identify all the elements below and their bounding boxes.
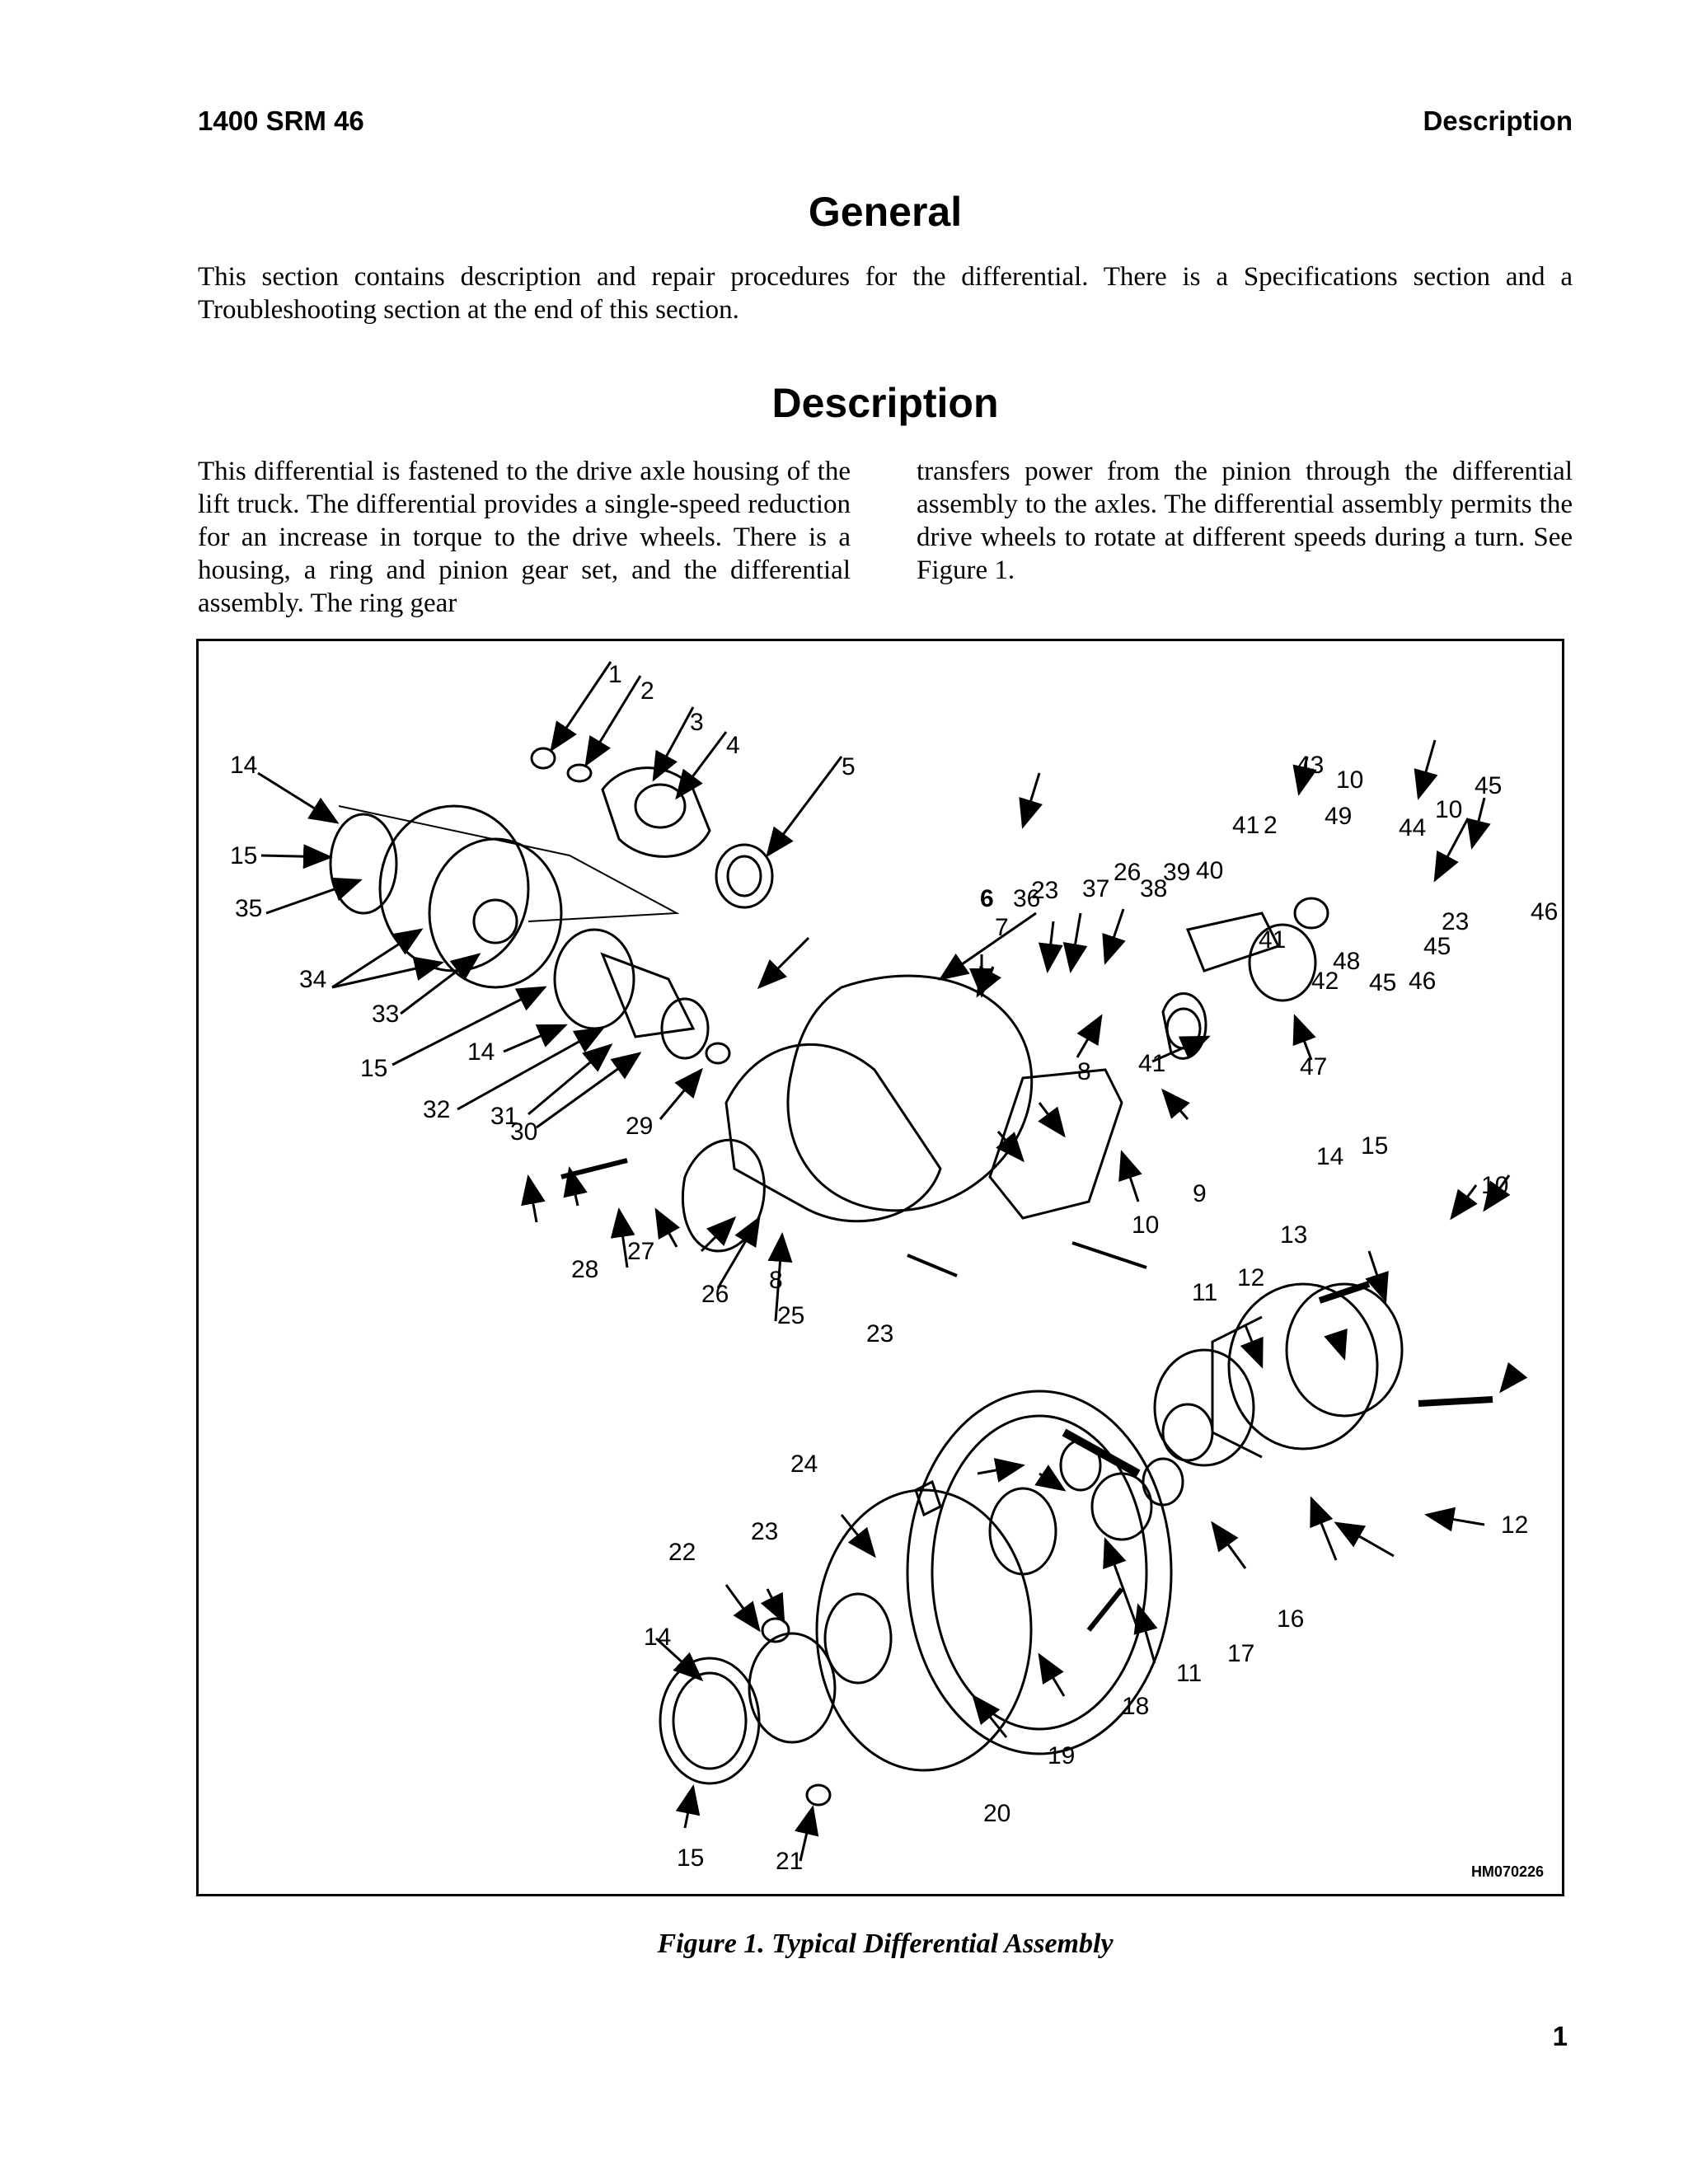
- callout-14-top: 14: [230, 752, 258, 779]
- callout-48: 48: [1333, 948, 1361, 975]
- callout-19: 19: [1048, 1742, 1076, 1769]
- callout-15-right: 15: [1361, 1132, 1389, 1160]
- general-text: This section contains description and repair procedures for the differential. There is a Specifications section and a Troubleshooting section at the end of this section.: [198, 262, 1573, 325]
- figure-caption: Figure 1. Typical Differential Assembly: [657, 1929, 1114, 1959]
- callout-27: 27: [627, 1238, 655, 1265]
- callout-46-right: 46: [1531, 898, 1559, 926]
- callout-14-right: 14: [1316, 1143, 1344, 1170]
- callout-15-left: 15: [360, 1055, 388, 1082]
- callout-45-mid: 45: [1423, 933, 1451, 960]
- callout-16: 16: [1277, 1605, 1305, 1633]
- callout-13: 13: [1280, 1221, 1308, 1249]
- callout-29: 29: [626, 1113, 654, 1140]
- description-title: Description: [771, 380, 999, 426]
- callout-34: 34: [299, 966, 327, 993]
- callout-8-right: 8: [1077, 1058, 1091, 1085]
- callout-38: 38: [1140, 875, 1168, 902]
- exploded-view-drawing: [199, 641, 1564, 1896]
- callout-5: 5: [842, 753, 856, 780]
- callout-36: 36: [1013, 885, 1041, 912]
- callout-9: 9: [1193, 1180, 1207, 1207]
- callout-12-right: 12: [1501, 1511, 1529, 1539]
- callout-14-lower: 14: [644, 1624, 672, 1651]
- callout-45-lower: 45: [1369, 969, 1397, 996]
- callout-17: 17: [1227, 1640, 1255, 1667]
- figure-code: HM070226: [1470, 1863, 1544, 1880]
- callout-18: 18: [1122, 1693, 1150, 1720]
- general-title: General: [808, 189, 963, 235]
- callout-20: 20: [983, 1800, 1011, 1827]
- callout-26-lower: 26: [701, 1281, 729, 1308]
- callout-6: 6: [980, 885, 994, 912]
- callout-41-lower: 41: [1138, 1050, 1166, 1077]
- callout-25: 25: [777, 1302, 805, 1329]
- callout-28: 28: [571, 1256, 599, 1283]
- callout-41-upper: 41: [1232, 812, 1260, 839]
- header-right: Description: [1423, 105, 1573, 136]
- callout-3: 3: [690, 709, 704, 736]
- callout-8-lower: 8: [769, 1267, 783, 1294]
- callout-12-upper: 12: [1237, 1264, 1265, 1291]
- callout-44: 44: [1399, 814, 1427, 841]
- callout-31: 31: [490, 1103, 518, 1130]
- callout-10-lower: 10: [1132, 1212, 1160, 1239]
- callout-11-lower: 11: [1176, 1660, 1203, 1687]
- callout-4: 4: [726, 732, 740, 759]
- callout-23-lower: 23: [751, 1518, 779, 1545]
- callout-15-top: 15: [230, 842, 258, 869]
- callout-41-mid: 41: [1259, 926, 1287, 954]
- page-number: 1: [1552, 2021, 1568, 2051]
- callout-33: 33: [372, 1001, 400, 1028]
- callout-30: 30: [510, 1118, 538, 1146]
- callout-37: 37: [1082, 875, 1110, 902]
- figure-differential-assembly: [196, 639, 1564, 1896]
- callout-14-left: 14: [467, 1038, 495, 1066]
- callout-26-upper: 26: [1114, 859, 1142, 886]
- callout-24: 24: [790, 1451, 818, 1478]
- callout-42: 42: [1311, 968, 1339, 995]
- callout-10-top: 10: [1336, 766, 1364, 794]
- callout-10-right: 10: [1435, 796, 1463, 823]
- description-column-2: transfers power from the pinion through the differential assembly to the axles. The differential assembly permits the drive wheels to rotate at different speeds during a turn. See Figure 1.: [917, 457, 1573, 585]
- callout-2-right: 2: [1264, 812, 1278, 839]
- callout-32: 32: [423, 1096, 451, 1123]
- callout-49: 49: [1325, 803, 1353, 830]
- callout-23-mid: 23: [866, 1320, 894, 1347]
- header-left: 1400 SRM 46: [198, 105, 364, 136]
- callout-22: 22: [668, 1539, 696, 1566]
- callout-39: 39: [1163, 859, 1191, 886]
- callout-10-far: 10: [1481, 1172, 1509, 1199]
- callout-11-upper: 11: [1192, 1279, 1218, 1306]
- callout-2: 2: [640, 677, 654, 705]
- callout-21: 21: [776, 1848, 804, 1875]
- callout-23-upper: 23: [1031, 877, 1059, 904]
- callout-45-top: 45: [1475, 772, 1503, 799]
- callout-40: 40: [1196, 857, 1224, 884]
- callout-47: 47: [1300, 1053, 1328, 1080]
- callout-23-right: 23: [1442, 908, 1470, 935]
- callout-15-lower: 15: [677, 1844, 705, 1872]
- callout-35: 35: [235, 895, 263, 922]
- description-column-1: This differential is fastened to the drive axle housing of the lift truck. The differential provides a single-speed reduction for an increase in torque to the drive wheels. There is a housing, a ring and pinion gear set, and the differential assembly. The ring gear: [198, 457, 851, 618]
- callout-43: 43: [1296, 752, 1325, 779]
- callout-1: 1: [608, 661, 622, 688]
- callout-46-lower: 46: [1409, 968, 1437, 995]
- callout-7: 7: [995, 914, 1009, 941]
